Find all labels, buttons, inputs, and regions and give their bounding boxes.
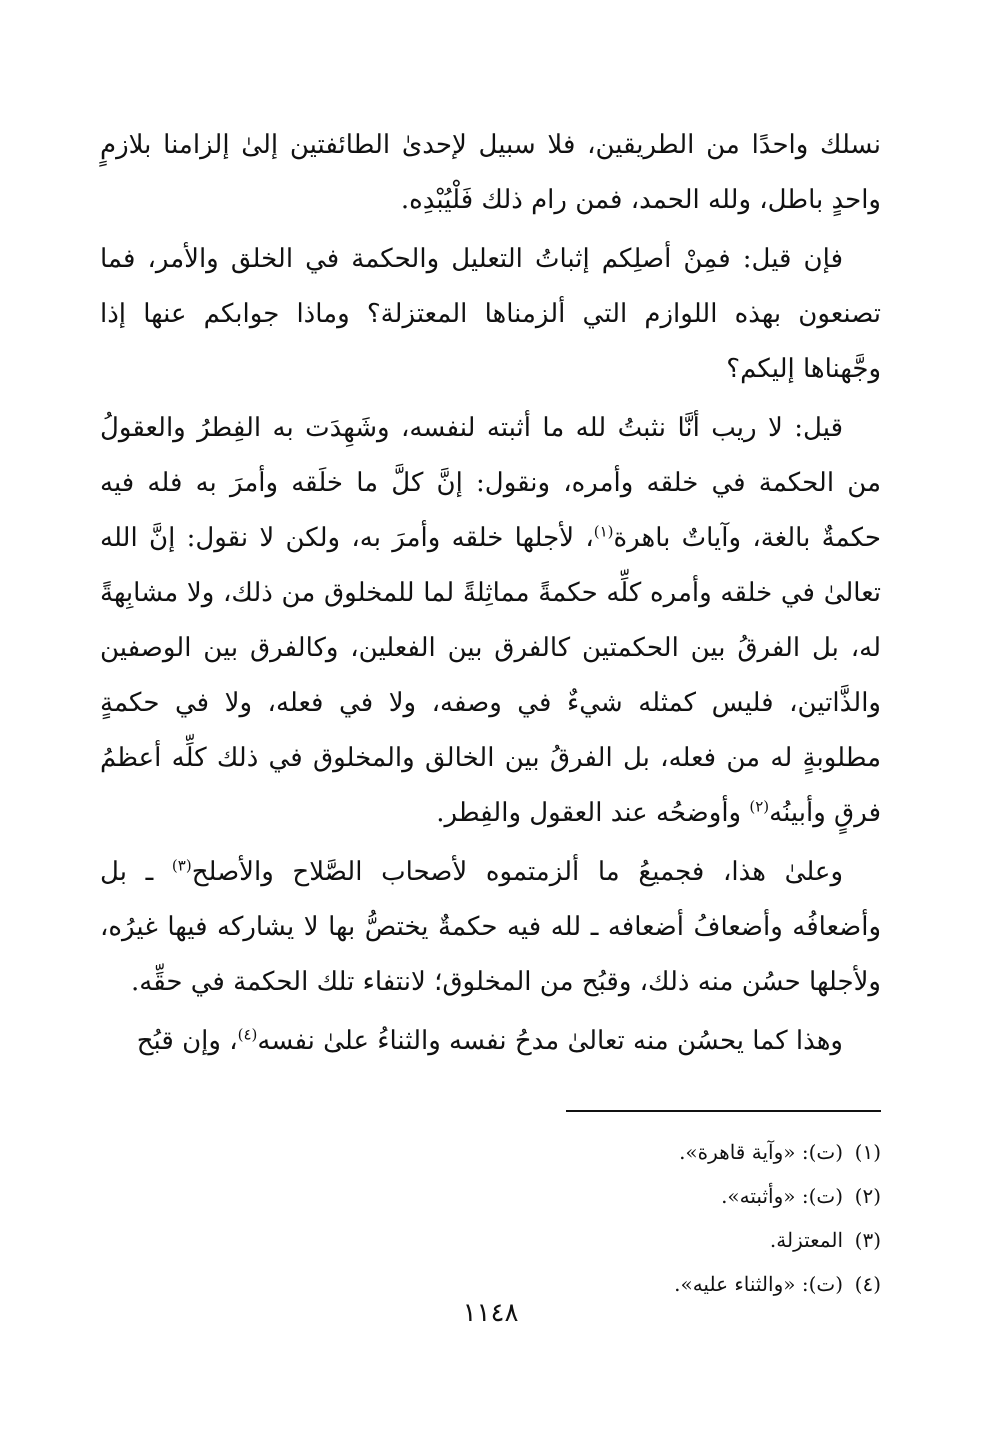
footnote-reference: (٤)	[237, 1025, 258, 1044]
footnote-text: (ت): «والثناء عليه».	[674, 1272, 843, 1296]
paragraph-text: وهذا كما يحسُن منه تعالىٰ مدحُ نفسه والثناءُ علىٰ نفسه	[257, 1026, 843, 1056]
footnote-text: (ت): «وأثبته».	[721, 1184, 843, 1208]
paragraph	[100, 1014, 881, 1069]
paragraph-text: فإن قيل: فمِنْ أصلِكم إثباتُ التعليل والحكمة في الخلق والأمر، فما تصنعون بهذه اللوازم التي ألزمناها المعتزلة؟ وماذا جوابكم عنها إذا وجَّهناها إليكم؟	[100, 244, 881, 384]
paragraph	[100, 845, 881, 1010]
paragraph	[100, 401, 881, 841]
footnote-number: (١)	[854, 1140, 881, 1164]
paragraph-text: قيل: لا ريب أنَّا نثبتُ لله ما أثبته لنفسه، وشَهِدَت به الفِطرُ والعقولُ من الحكمة في خلقه وأمره، ونقول: إنَّ كلَّ ما خلَقه وأمرَ به فله فيه حكمةٌ بالغة، وآياتٌ باهرة	[100, 413, 882, 553]
footnote-reference: (٢)	[749, 797, 770, 816]
footnotes-section	[100, 1130, 881, 1306]
footnote-number: (٣)	[854, 1228, 881, 1252]
book-page	[100, 118, 881, 1450]
footnote	[100, 1174, 881, 1218]
footnote-number: (٢)	[854, 1184, 881, 1208]
paragraph-text: وأوضحُه عند العقول والفِطر.	[436, 798, 750, 828]
footnote-text: المعتزلة.	[769, 1228, 843, 1252]
paragraph	[100, 118, 881, 228]
footnote-reference: (١)	[593, 522, 614, 541]
main-text	[100, 118, 881, 1069]
footnote	[100, 1130, 881, 1174]
paragraph-text: نسلك واحدًا من الطريقين، فلا سبيل لإحدىٰ الطائفتين إلىٰ إلزامنا بلازمٍ واحدٍ باطل، ولله الحمد، فمن رام ذلك فَلْيُبْدِه.	[100, 130, 881, 215]
paragraph-text: وعلىٰ هذا، فجميعُ ما ألزمتموه لأصحاب الصَّلاح والأصلح	[191, 857, 844, 887]
paragraph-text: ، وإن قبُح	[136, 1026, 238, 1056]
paragraph-text: ـ بل وأضعافُه وأضعافُ أضعافه ـ لله فيه حكمةٌ يختصُّ بها لا يشاركه فيها غيرُه، ولأجلها حسُن منه ذلك، وقبُح من المخلوق؛ لانتفاء تلك الحكمة في حقِّه.	[100, 857, 881, 997]
footnote-number: (٤)	[854, 1272, 881, 1296]
footnote-divider	[566, 1110, 881, 1112]
footnote	[100, 1218, 881, 1262]
paragraph-text: ، لأجلها خلقه وأمرَ به، ولكن لا نقول: إنَّ الله تعالىٰ في خلقه وأمره كلِّه حكمةً مماثِلةً لما للمخلوق من ذلك، ولا مشابِهةً له، بل الفرقُ بين الحكمتين كالفرق بين الفعلين، وكالفرق بين الوصفين والذَّاتين، فليس كمثله شيءٌ في وصفه، ولا في فعله، ولا في حكمةٍ مطلوبةٍ له من فعله، بل الفرقُ بين الخالق والمخلوق في ذلك كلِّه أعظمُ فرقٍ وأبينُه	[100, 523, 881, 828]
page-number: ١١٤٨	[462, 1298, 519, 1328]
footnote-reference: (٣)	[171, 856, 192, 875]
footnote-text: (ت): «وآية قاهرة».	[679, 1140, 843, 1164]
paragraph	[100, 232, 881, 397]
